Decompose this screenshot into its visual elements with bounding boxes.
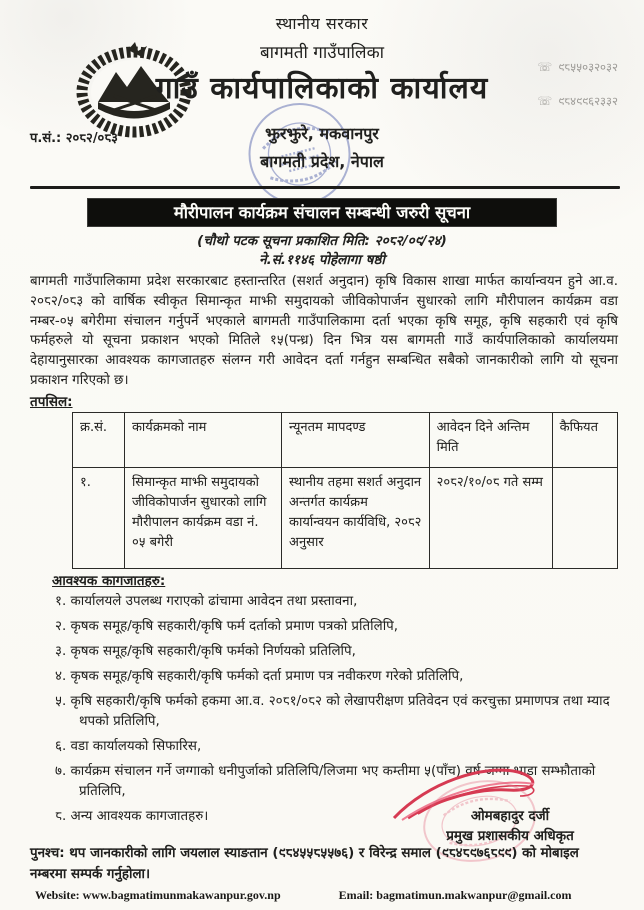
list-item: २. कृषक समूह/कृषि सहकारी/कृषि फर्म दर्ताको प्रमाण पत्रको प्रतिलिपि, xyxy=(55,619,399,634)
phone-row-2 xyxy=(537,84,618,118)
phone-list xyxy=(537,50,618,118)
list-item: ८. अन्य आवश्यक कागजातहरु। xyxy=(55,809,209,824)
cell-program-name: सिमान्कृत माझी समुदायको जीविकोपार्जन सुधारको लागि मौरीपालन कार्यक्रम वडा नं. ०५ बगेरी xyxy=(124,468,281,569)
phone-number-2: ९८४९९६२३३२ xyxy=(558,94,618,108)
program-table xyxy=(72,412,618,569)
header-application-deadline: आवेदन दिने अन्तिम मिति xyxy=(429,413,552,468)
cell-minimum-criteria: स्थानीय तहमा सशर्त अनुदान अन्तर्गत कार्यक्रम कार्यान्वयन कार्यविधि, २०८२ अनुसार xyxy=(282,468,430,569)
list-item: ७. कार्यक्रम संचालन गर्ने जग्गाको धनीपुर्जाको प्रतिलिपि/लिजमा भए कम्तीमा ५(पाँच) वर्ष जग्गा भाडा सम्झौताको प्रतिलिपि, xyxy=(55,764,596,799)
website-line xyxy=(35,888,281,903)
required-documents-heading: आवश्यक कागजातहरु: xyxy=(52,573,166,589)
table-header-row xyxy=(73,413,618,468)
cell-remarks xyxy=(552,468,617,569)
header-minimum-criteria: न्यूनतम मापदण्ड xyxy=(282,413,430,468)
tapasil-label: तपसिल: xyxy=(30,394,73,410)
signatory-name: ओमबहादुर दर्जी xyxy=(470,808,550,824)
website-url: www.bagmatimunmakawanpur.gov.np xyxy=(82,888,281,902)
email-address: bagmatimun.makwanpur@gmail.com xyxy=(376,888,572,902)
nepal-sambat-date-line: ने.सं.११४६ पोहेलागा षष्ठी xyxy=(259,252,385,268)
footer-contact-line xyxy=(35,888,620,903)
reference-number: प.सं.: २०८२/०८३ xyxy=(30,131,118,146)
phone-icon: ☏ xyxy=(537,60,553,74)
table-row xyxy=(73,468,618,569)
header-serial-no: क्र.सं. xyxy=(73,413,125,468)
list-item: ६. वडा कार्यालयको सिफारिस, xyxy=(55,739,202,754)
list-item: ५. कृषि सहकारी/कृषि फर्मको हकमा आ.व. २०८१/०८२ को लेखापरीक्षण प्रतिवेदन एवं करचुक्ता प्रमाणपत्र तथा म्याद थपको प्रतिलिपि, xyxy=(55,694,610,729)
cell-serial-no: १. xyxy=(73,468,125,569)
email-label: Email: xyxy=(338,888,374,902)
header-divider xyxy=(30,186,620,189)
phone-number-1: ९८५५०३२०३२ xyxy=(558,60,618,74)
office-name: गाउँ कार्यपालिकाको कार्यालय xyxy=(155,71,489,106)
notice-body-paragraph: बागमती गाउँपालिकामा प्रदेश सरकारबाट हस्तान्तरित (सशर्त अनुदान) कृषि विकास शाखा मार्फत कार्यान्वयन हुने आ.व. २०८२/०८३ को वार्षिक स्वीकृत सिमान्कृत माझी समुदायको जीविकोपार्जन सुधारको लागि मौरीपालन कार्यक्रम वडा नम्बर-०५ बगेरीमा संचालन गर्नुपर्ने भएकाले बागमती गाउँपालिकामा दर्ता भएका कृषि समूह, कृषि सहकारी एवं कृषि फर्महरुले यो सूचना प्रकाशन भएको मितिले १५(पन्ध्र) दिन भित्र यस बागमती गाउँ कार्यपालिकाको कार्यालयमा देहायानुसारका आवश्यक कागजातहरु संलग्न गरी आवेदन दर्ता गर्नहुन सम्बन्धित सबैको जानकारीको लागि यो सूचना प्रकाशन गरिएको छ। xyxy=(30,274,618,388)
email-line xyxy=(339,888,572,903)
notice-title-bar: मौरीपालन कार्यक्रम संचालन सम्बन्धी जरुरी सूचना xyxy=(88,199,556,226)
list-item: ३. कृषक समूह/कृषि सहकारी/कृषि फर्मको निर्णयको प्रतिलिपि, xyxy=(55,644,356,659)
phone-row-1 xyxy=(537,50,618,84)
header-program-name: कार्यक्रमको नाम xyxy=(124,413,281,468)
government-line: स्थानीय सरकार xyxy=(275,14,369,33)
required-documents-list xyxy=(55,592,621,832)
list-item: ४. कृषक समूह/कृषि सहकारी/कृषि फर्मको दर्ता प्रमाण पत्र नवीकरण गरेको प्रतिलिपि, xyxy=(55,669,464,684)
signatory-title: प्रमुख प्रशासकीय अधिकृत xyxy=(446,828,574,844)
address-line-2: बागमती प्रदेश, नेपाल xyxy=(260,152,384,171)
postscript-note: पुनश्च: थप जानकारीको लागि जयलाल स्याङतान (९८४५५८५५७६) र विरेन्द्र समाल (९८४८९७६८९९) को मोबाइल नम्बरमा सम्पर्क गर्नुहोला। xyxy=(30,846,579,882)
municipality-name: बागमती गाउँपालिका xyxy=(259,43,385,63)
website-label: Website: xyxy=(35,888,80,902)
header-remarks: कैफियत xyxy=(552,413,617,468)
phone-icon: ☏ xyxy=(537,94,553,108)
list-item: १. कार्यालयले उपलब्ध गराएको ढांचामा आवेदन तथा प्रस्तावना, xyxy=(55,594,358,609)
address-line-1: झुरझुरे, मकवानपुर xyxy=(265,124,379,143)
cell-application-deadline: २०८२/१०/०८ गते सम्म xyxy=(429,468,552,569)
notice-publication-line: (चौथो पटक सूचना प्रकाशित मिति: २०८२/०९/२४) xyxy=(197,233,447,249)
signatory-block xyxy=(400,806,620,846)
